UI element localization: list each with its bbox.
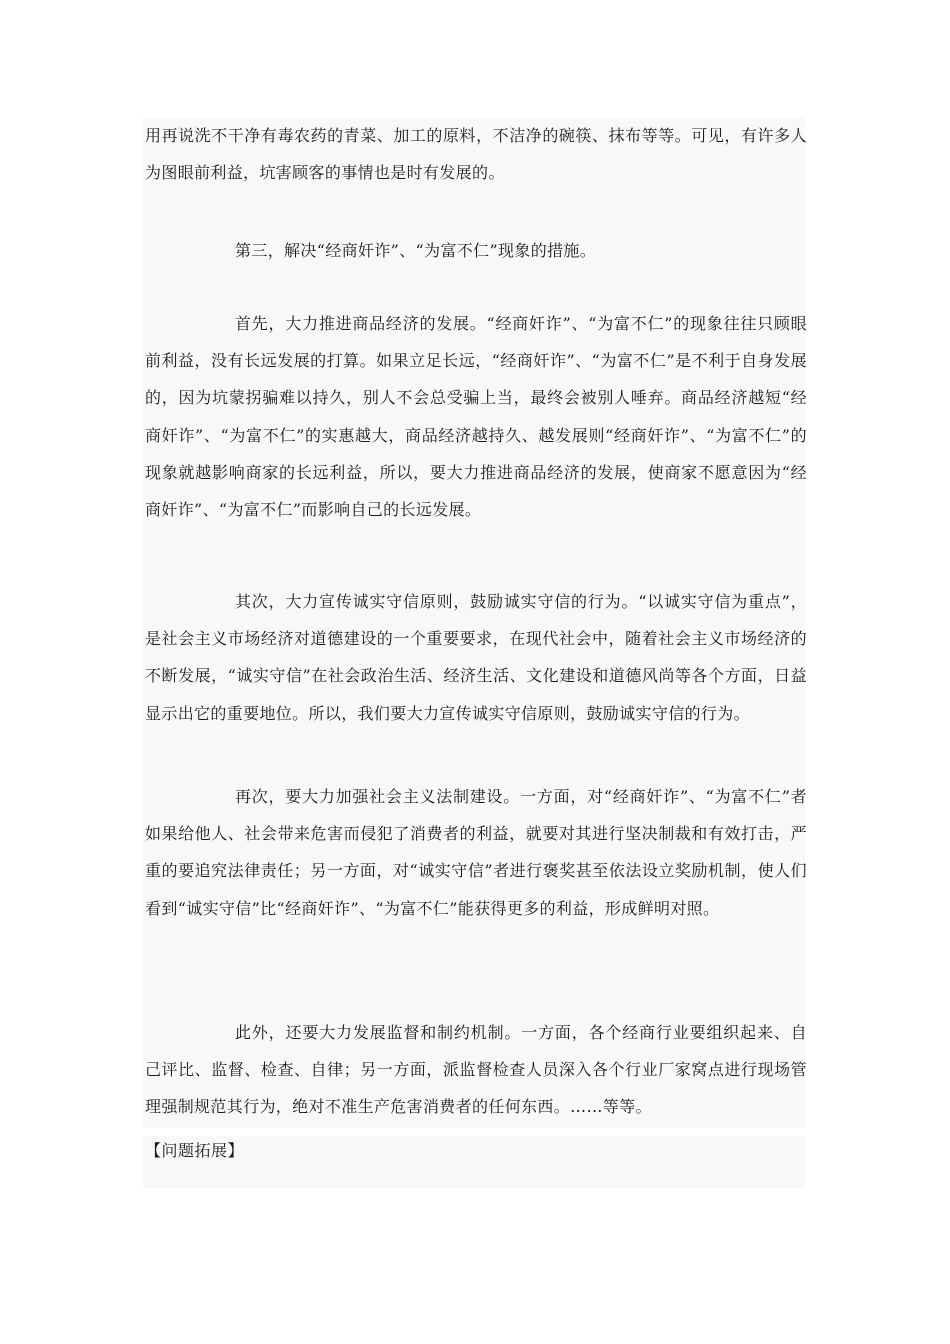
paragraph-first-measure: 首先，大力推进商品经济的发展。“经商奸诈”、“为富不仁”的现象往往只顾眼前利益，没有长远发展的打算。如果立足长远，“经商奸诈”、“为富不仁”是不利于自身发展的，因为坑蒙拐骗难以持久，别人不会总受骗上当，最终会被别人唾弃。商品经济越短“经商奸诈”、“为富不仁”的实惠越大，商品经济越持久、越发展则“经商奸诈”、“为富不仁”的现象就越影响商家的长远利益，所以，要大力推进商品经济的发展，使商家不愿意因为“经商奸诈”、“为富不仁”而影响自己的长远发展。	[145, 314, 807, 520]
paragraph-measures-heading: 第三，解决“经商奸诈”、“为富不仁”现象的措施。	[235, 241, 597, 260]
paragraph-second-measure: 其次，大力宣传诚实守信原则，鼓励诚实守信的行为。“以诚实守信为重点”，是社会主义市场经济对道德建设的一个重要要求，在现代社会中，随着社会主义市场经济的不断发展，“诚实守信”在社会政治生活、经济生活、文化建设和道德风尚等各个方面，日益显示出它的重要地位。所以，我们要大力宣传诚实守信原则，鼓励诚实守信的行为。	[145, 592, 807, 723]
paragraph-continuation: 用再说洗不干净有毒农药的青菜、加工的原料，不洁净的碗筷、抹布等等。可见，有许多人为图眼前利益，坑害顾客的事情也是时有发展的。	[145, 126, 807, 183]
section-heading: 【问题拓展】	[145, 1141, 245, 1160]
paragraph-third-measure: 再次，要大力加强社会主义法制建设。一方面，对“经商奸诈”、“为富不仁”者如果给他人、社会带来危害而侵犯了消费者的利益，就要对其进行坚决制裁和有效打击，严重的要追究法律责任；另一方面，对“诚实守信”者进行褒奖甚至依法设立奖励机制，使人们看到“诚实守信”比“经商奸诈”、“为富不仁”能获得更多的利益，形成鲜明对照。	[145, 787, 807, 918]
paragraph-fourth-measure: 此外，还要大力发展监督和制约机制。一方面，各个经商行业要组织起来、自己评比、监督、检查、自律；另一方面，派监督检查人员深入各个行业厂家窝点进行现场管理强制规范其行为，绝对不准生产危害消费者的任何东西。……等等。	[145, 1023, 807, 1117]
